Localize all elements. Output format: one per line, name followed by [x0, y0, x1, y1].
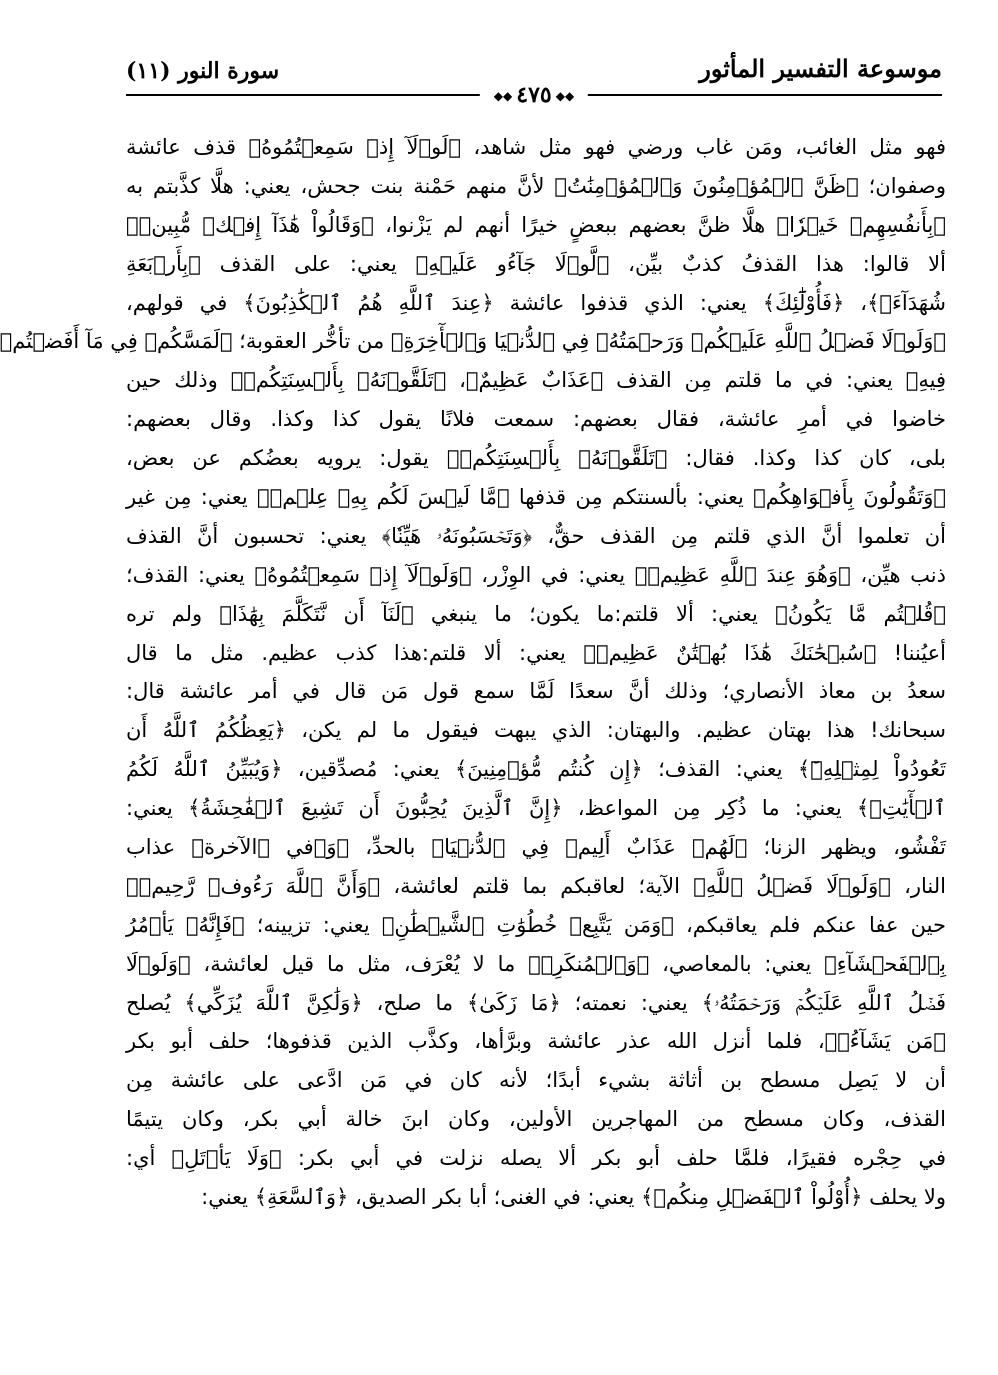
text-line: خاضوا في أمرِ عائشة، فقال بعضهم: سمعت فلانًا يقول كذا وكذا. وقال بعضهم: [126, 407, 946, 432]
page-number-box [480, 82, 588, 109]
text-line: فَضۡلُ ٱللَّهِ عَلَيۡكُمۡ وَرَحۡمَتُهُۥ﴾ يعني: نعمته؛ ﴿مَا زَكَىٰ﴾ ما صلح، ﴿وَلَٰكِنَّ ٱللَّهَ يُزَكِّي﴾ يُصلح [126, 990, 946, 1015]
text-line: وصفوان؛ ﴿ظَنَّ ٱلۡمُؤۡمِنُونَ وَٱلۡمُؤۡمِنَٰتُ﴾ لأنَّ منهم حَمْنة بنت جحش، يعني: هلَّا كذَّبتم به [126, 173, 946, 198]
ornament-icon: ◆◆ [493, 89, 513, 103]
text-line: ﴿مَن يَشَآءُۗ﴾، فلما أنزل الله عذر عائشة وبرَّأها، وكذَّب الذين قذفوها؛ حلف أبو بكر [126, 1029, 946, 1054]
text-line: ذنب هيِّن، ﴿وَهُوَ عِندَ ٱللَّهِ عَظِيمٞ﴾ يعني: في الوِزْر، ﴿وَلَوۡلَآ إِذۡ سَمِعۡتُمُوهُ﴾ يعني: القذف؛ [126, 562, 946, 587]
surah-label: سورة النور (١١) [126, 58, 280, 84]
text-line: النار، ﴿وَلَوۡلَا فَضۡلُ ٱللَّهِ﴾ الآية؛ لعاقبكم بما قلتم لعائشة، ﴿وَأَنَّ ٱللَّهَ رَءُوفٞ رَّحِيمٞ﴾ [126, 873, 946, 898]
body-text [0, 128, 946, 1217]
page-header [126, 54, 942, 108]
text-line: ﴿وَتَقُولُونَ بِأَفۡوَاهِكُم﴾ يعني: بألسنتكم مِن قذفها ﴿مَّا لَيۡسَ لَكُم بِهِۦ عِلۡمٞ﴾ يعني: مِن غير [126, 485, 946, 510]
text-line: حين عفا عنكم فلم يعاقبكم، ﴿وَمَن يَتَّبِعۡ خُطُوَٰتِ ٱلشَّيۡطَٰنِ﴾ يعني: تزيينه؛ ﴿فَإِنَّهُۥ يَأۡمُرُ [126, 912, 946, 937]
text-line: شُهَدَآءَۚ﴾، ﴿فَأُوْلَٰٓئِكَ﴾ يعني: الذي قذفوا عائشة ﴿عِندَ ٱللَّهِ هُمُ ٱلۡكَٰذِبُونَ﴾ في قولهم، [126, 290, 946, 315]
book-title: موسوعة التفسير المأثور [699, 54, 942, 83]
text-line: فِيهِ﴾ يعني: في ما قلتم مِن القذف ﴿عَذَابٌ عَظِيمٌ﴾، ﴿تَلَقَّوۡنَهُۥ بِأَلۡسِنَتِكُمۡ﴾ وذلك حين [126, 368, 946, 393]
text-line: تَفْشُو، ويظهر الزنا؛ ﴿لَهُمۡ عَذَابٌ أَلِيمٞ فِي ٱلدُّنۡيَا﴾ بالحدِّ، ﴿وَ﴾في ﴿الآخرة﴾ عذاب [126, 835, 946, 860]
text-line: سعدُ بن معاذ الأنصاري؛ وذلك أنَّ سعدًا لَمَّا سمع قول مَن قال في أمر عائشة قال: [126, 679, 946, 704]
text-line: أن تعلموا أنَّ الذي قلتم مِن القذف حقٌّ، ﴿وَتَحۡسَبُونَهُۥ هَيِّنٗا﴾ يعني: تحسبون أنَّ القذف [126, 523, 946, 548]
text-line: أن لا يَصِل مسطح بن أثاثة بشيء أبدًا؛ لأنه كان في مَن ادَّعى على عائشة مِن [126, 1068, 946, 1093]
text-line: القذف، وكان مسطح من المهاجرين الأولين، وكان ابنَ خالة أبي بكر، وكان يتيمًا [126, 1107, 946, 1132]
page-number: ٤٧٥ [516, 82, 552, 108]
text-line: ﴿بِأَنفُسِهِمۡ خَيۡرٗا﴾ هلَّا ظنَّ بعضهم ببعضٍ خيرًا أنهم لم يَزْنوا، ﴿وَقَالُواْ هَٰذَآ إِفۡكٞ مُّبِينٞ﴾ [126, 212, 946, 237]
text-line: ولا يحلف ﴿أُوْلُواْ ٱلۡفَضۡلِ مِنكُمۡ﴾ يعني: في الغنى؛ أبا بكر الصديق، ﴿وَٱلسَّعَةِ﴾ يعني: [201, 1185, 946, 1210]
text-line: ﴿وَلَوۡلَا فَضۡلُ ٱللَّهِ عَلَيۡكُمۡ وَرَحۡمَتُهُۥ فِي ٱلدُّنۡيَا وَٱلۡأٓخِرَةِ﴾ من تأخُّر العقوبة؛ ﴿لَمَسَّكُمۡ فِي مَآ أَفَضۡتُمۡ [0, 329, 946, 354]
text-line: بِٱلۡفَحۡشَآءِ﴾ يعني: بالمعاصي، ﴿وَٱلۡمُنكَرِۚ﴾ ما لا يُعْرَف، مثل ما قيل لعائشة، ﴿وَلَوۡلَا [126, 951, 946, 976]
text-line: في حِجْره فقيرًا، فلمَّا حلف أبو بكر ألا يصله نزلت في أبي بكر: ﴿وَلَا يَأۡتَلِ﴾ أي: [126, 1146, 946, 1171]
text-line: بلى، كان كذا وكذا. فقال: ﴿تَلَقَّوۡنَهُۥ بِأَلۡسِنَتِكُمۡ﴾ يقول: يرويه بعضُكم عن بعض، [126, 446, 946, 471]
ornament-icon: ◆◆ [555, 89, 575, 103]
text-line: تَعُودُواْ لِمِثۡلِهِۦٓ﴾ يعني: القذف؛ ﴿إِن كُنتُم مُّؤۡمِنِينَ﴾ يعني: مُصدِّقين، ﴿وَيُبَيِّنُ ٱللَّهُ لَكُمُ [126, 757, 946, 782]
text-line: أعيُننا! ﴿سُبۡحَٰنَكَ هَٰذَا بُهۡتَٰنٌ عَظِيمٞ﴾ يعني: ألا قلتم:هذا كذب عظيم. مثل ما قال [126, 640, 946, 665]
text-line: ٱلۡأٓيَٰتِۚ﴾ يعني: ما ذُكِر مِن المواعظ، ﴿إِنَّ ٱلَّذِينَ يُحِبُّونَ أَن تَشِيعَ ٱلۡفَٰحِشَةُ﴾ يعني: [126, 796, 946, 821]
text-line: سبحانك! هذا بهتان عظيم. والبهتان: الذي يبهت فيقول ما لم يكن، ﴿يَعِظُكُمُ ٱللَّهُ أَن [126, 718, 946, 743]
text-line: فهو مثل الغائب، ومَن غاب ورضي فهو مثل شاهد، ﴿لَوۡلَآ إِذۡ سَمِعۡتُمُوهُ﴾ قذف عائشة [126, 135, 946, 159]
text-line: ﴿قُلۡتُم مَّا يَكُونُ﴾ يعني: ألا قلتم:ما يكون؛ ما ينبغي ﴿لَنَآ أَن نَّتَكَلَّمَ بِهَٰذَا﴾ ولم تره [126, 601, 946, 626]
text-line: ألا قالوا: هذا القذفُ كذبٌ بيِّن، ﴿لَّوۡلَا جَآءُو عَلَيۡهِ﴾ يعني: على القذف ﴿بِأَرۡبَعَةِ [126, 251, 946, 276]
